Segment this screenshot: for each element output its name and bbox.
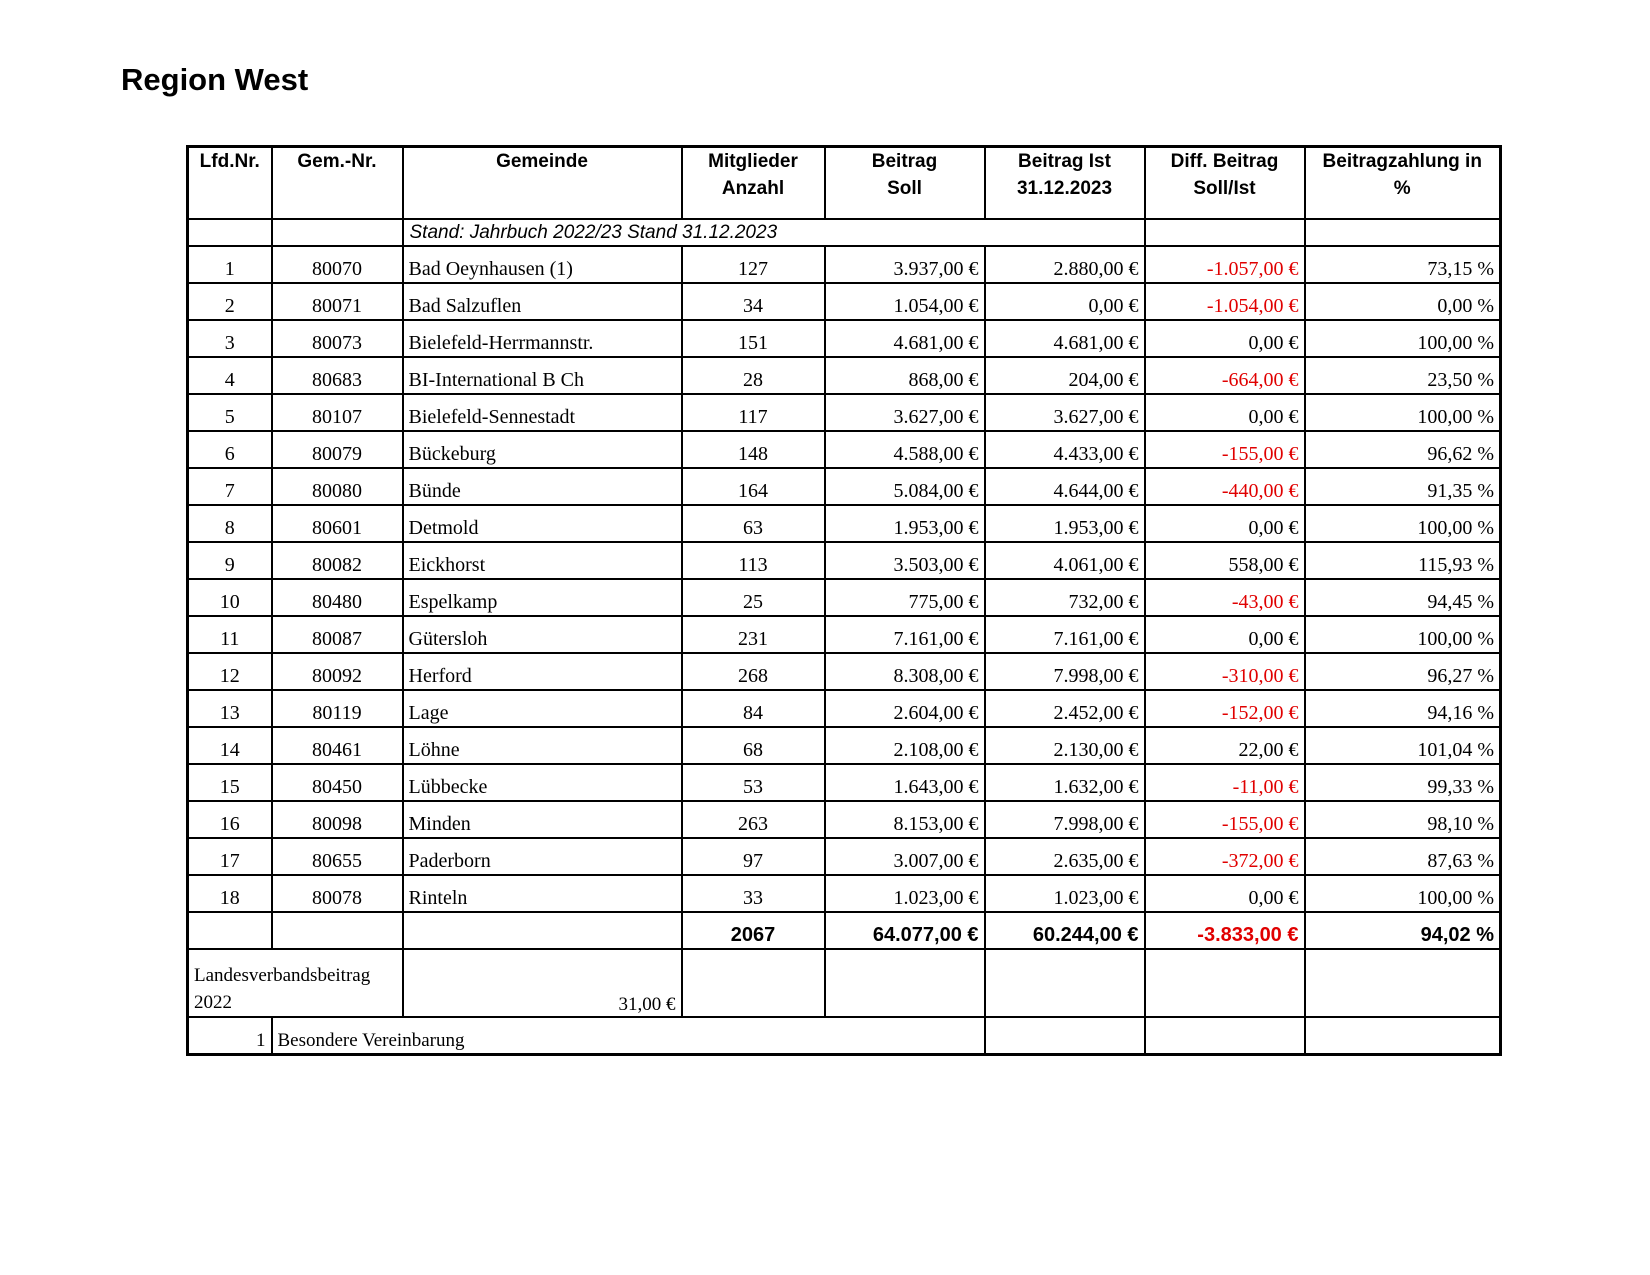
total-pct: 94,02 % <box>1305 912 1501 949</box>
gem-nr-cell: 80683 <box>272 357 403 394</box>
beitragzahlung-cell: 94,16 % <box>1305 690 1501 727</box>
mitglieder-cell: 84 <box>682 690 825 727</box>
total-ist: 60.244,00 € <box>985 912 1145 949</box>
stand-row <box>188 219 1501 246</box>
beitrag-soll-cell: 2.604,00 € <box>825 690 985 727</box>
gemeinde-cell: Minden <box>403 801 682 838</box>
beitrag-soll-cell: 3.937,00 € <box>825 246 985 283</box>
mitglieder-cell: 117 <box>682 394 825 431</box>
contribution-table <box>186 145 1502 1056</box>
total-soll: 64.077,00 € <box>825 912 985 949</box>
beitragzahlung-cell: 96,62 % <box>1305 431 1501 468</box>
diff-beitrag-cell: 0,00 € <box>1145 616 1305 653</box>
gem-nr-cell: 80480 <box>272 579 403 616</box>
mitglieder-cell: 33 <box>682 875 825 912</box>
lfd-nr-cell: 11 <box>188 616 272 653</box>
beitrag-ist-cell: 4.681,00 € <box>985 320 1145 357</box>
beitrag-soll-cell: 2.108,00 € <box>825 727 985 764</box>
footnote-text: Besondere Vereinbarung <box>272 1017 985 1055</box>
header-lfd-nr: Lfd.Nr. <box>188 147 272 220</box>
diff-beitrag-cell: 0,00 € <box>1145 875 1305 912</box>
lfd-nr-cell: 6 <box>188 431 272 468</box>
beitrag-ist-cell: 1.632,00 € <box>985 764 1145 801</box>
diff-beitrag-cell: -440,00 € <box>1145 468 1305 505</box>
lfd-nr-cell: 14 <box>188 727 272 764</box>
table-row <box>188 838 1501 875</box>
beitrag-ist-cell: 2.635,00 € <box>985 838 1145 875</box>
diff-beitrag-cell: 0,00 € <box>1145 320 1305 357</box>
gemeinde-cell: Detmold <box>403 505 682 542</box>
lfd-nr-cell: 16 <box>188 801 272 838</box>
lfd-nr-cell: 8 <box>188 505 272 542</box>
total-diff: -3.833,00 € <box>1145 912 1305 949</box>
gemeinde-cell: Lage <box>403 690 682 727</box>
table-row <box>188 764 1501 801</box>
gemeinde-cell: Bückeburg <box>403 431 682 468</box>
table-row <box>188 505 1501 542</box>
beitragzahlung-cell: 101,04 % <box>1305 727 1501 764</box>
table-row <box>188 542 1501 579</box>
beitrag-soll-cell: 7.161,00 € <box>825 616 985 653</box>
beitrag-ist-cell: 7.998,00 € <box>985 801 1145 838</box>
gem-nr-cell: 80079 <box>272 431 403 468</box>
mitglieder-cell: 68 <box>682 727 825 764</box>
gem-nr-cell: 80098 <box>272 801 403 838</box>
gemeinde-cell: Bünde <box>403 468 682 505</box>
gemeinde-cell: BI-International B Ch <box>403 357 682 394</box>
gemeinde-cell: Bad Oeynhausen (1) <box>403 246 682 283</box>
gem-nr-cell: 80080 <box>272 468 403 505</box>
footnote-number: 1 <box>188 1017 272 1055</box>
beitragzahlung-cell: 100,00 % <box>1305 616 1501 653</box>
beitrag-ist-cell: 4.061,00 € <box>985 542 1145 579</box>
beitrag-ist-cell: 204,00 € <box>985 357 1145 394</box>
gemeinde-cell: Löhne <box>403 727 682 764</box>
mitglieder-cell: 231 <box>682 616 825 653</box>
landesverband-label: Landesverbandsbeitrag 2022 <box>188 949 403 1017</box>
beitrag-soll-cell: 3.503,00 € <box>825 542 985 579</box>
table-row <box>188 320 1501 357</box>
gem-nr-cell: 80450 <box>272 764 403 801</box>
gem-nr-cell: 80071 <box>272 283 403 320</box>
gem-nr-cell: 80073 <box>272 320 403 357</box>
diff-beitrag-cell: -155,00 € <box>1145 801 1305 838</box>
beitrag-ist-cell: 1.023,00 € <box>985 875 1145 912</box>
beitrag-ist-cell: 2.880,00 € <box>985 246 1145 283</box>
beitrag-ist-cell: 4.433,00 € <box>985 431 1145 468</box>
gem-nr-cell: 80092 <box>272 653 403 690</box>
header-mitglieder: Mitglieder Anzahl <box>682 147 825 220</box>
beitrag-soll-cell: 1.953,00 € <box>825 505 985 542</box>
beitragzahlung-cell: 87,63 % <box>1305 838 1501 875</box>
mitglieder-cell: 34 <box>682 283 825 320</box>
gemeinde-cell: Lübbecke <box>403 764 682 801</box>
table-row <box>188 283 1501 320</box>
table-row <box>188 579 1501 616</box>
beitrag-ist-cell: 0,00 € <box>985 283 1145 320</box>
beitragzahlung-cell: 23,50 % <box>1305 357 1501 394</box>
beitrag-ist-cell: 4.644,00 € <box>985 468 1145 505</box>
mitglieder-cell: 28 <box>682 357 825 394</box>
beitragzahlung-cell: 94,45 % <box>1305 579 1501 616</box>
gemeinde-cell: Rinteln <box>403 875 682 912</box>
lfd-nr-cell: 1 <box>188 246 272 283</box>
beitrag-soll-cell: 3.007,00 € <box>825 838 985 875</box>
diff-beitrag-cell: 558,00 € <box>1145 542 1305 579</box>
lfd-nr-cell: 10 <box>188 579 272 616</box>
table-row <box>188 357 1501 394</box>
beitragzahlung-cell: 98,10 % <box>1305 801 1501 838</box>
gem-nr-cell: 80078 <box>272 875 403 912</box>
beitrag-soll-cell: 775,00 € <box>825 579 985 616</box>
gemeinde-cell: Bielefeld-Herrmannstr. <box>403 320 682 357</box>
table-row <box>188 431 1501 468</box>
landesverband-row <box>188 949 1501 1017</box>
header-gem-nr: Gem.-Nr. <box>272 147 403 220</box>
beitrag-soll-cell: 1.023,00 € <box>825 875 985 912</box>
table-row <box>188 246 1501 283</box>
lfd-nr-cell: 13 <box>188 690 272 727</box>
header-beitragzahlung: Beitragzahlung in % <box>1305 147 1501 220</box>
mitglieder-cell: 148 <box>682 431 825 468</box>
mitglieder-cell: 113 <box>682 542 825 579</box>
beitragzahlung-cell: 100,00 % <box>1305 320 1501 357</box>
beitrag-ist-cell: 2.130,00 € <box>985 727 1145 764</box>
header-gemeinde: Gemeinde <box>403 147 682 220</box>
beitrag-ist-cell: 7.998,00 € <box>985 653 1145 690</box>
footnote-row <box>188 1017 1501 1055</box>
beitrag-ist-cell: 2.452,00 € <box>985 690 1145 727</box>
mitglieder-cell: 268 <box>682 653 825 690</box>
gem-nr-cell: 80119 <box>272 690 403 727</box>
total-members: 2067 <box>682 912 825 949</box>
mitglieder-cell: 53 <box>682 764 825 801</box>
diff-beitrag-cell: -152,00 € <box>1145 690 1305 727</box>
lfd-nr-cell: 5 <box>188 394 272 431</box>
lfd-nr-cell: 15 <box>188 764 272 801</box>
gem-nr-cell: 80461 <box>272 727 403 764</box>
beitrag-ist-cell: 3.627,00 € <box>985 394 1145 431</box>
diff-beitrag-cell: 0,00 € <box>1145 505 1305 542</box>
beitrag-soll-cell: 1.054,00 € <box>825 283 985 320</box>
beitragzahlung-cell: 73,15 % <box>1305 246 1501 283</box>
diff-beitrag-cell: -372,00 € <box>1145 838 1305 875</box>
mitglieder-cell: 97 <box>682 838 825 875</box>
diff-beitrag-cell: 22,00 € <box>1145 727 1305 764</box>
diff-beitrag-cell: -1.057,00 € <box>1145 246 1305 283</box>
gem-nr-cell: 80082 <box>272 542 403 579</box>
beitrag-soll-cell: 4.588,00 € <box>825 431 985 468</box>
gemeinde-cell: Gütersloh <box>403 616 682 653</box>
gem-nr-cell: 80070 <box>272 246 403 283</box>
beitragzahlung-cell: 100,00 % <box>1305 875 1501 912</box>
landesverband-value: 31,00 € <box>403 949 682 1017</box>
lfd-nr-cell: 2 <box>188 283 272 320</box>
mitglieder-cell: 25 <box>682 579 825 616</box>
diff-beitrag-cell: -155,00 € <box>1145 431 1305 468</box>
beitrag-soll-cell: 8.153,00 € <box>825 801 985 838</box>
beitrag-soll-cell: 5.084,00 € <box>825 468 985 505</box>
table-row <box>188 727 1501 764</box>
mitglieder-cell: 263 <box>682 801 825 838</box>
table-row <box>188 394 1501 431</box>
gemeinde-cell: Herford <box>403 653 682 690</box>
header-row <box>188 147 1501 220</box>
gem-nr-cell: 80655 <box>272 838 403 875</box>
table-row <box>188 616 1501 653</box>
mitglieder-cell: 63 <box>682 505 825 542</box>
stand-note: Stand: Jahrbuch 2022/23 Stand 31.12.2023 <box>403 219 1145 246</box>
mitglieder-cell: 127 <box>682 246 825 283</box>
beitrag-soll-cell: 4.681,00 € <box>825 320 985 357</box>
beitragzahlung-cell: 91,35 % <box>1305 468 1501 505</box>
table-row <box>188 690 1501 727</box>
beitragzahlung-cell: 115,93 % <box>1305 542 1501 579</box>
lfd-nr-cell: 3 <box>188 320 272 357</box>
header-beitrag-soll: Beitrag Soll <box>825 147 985 220</box>
beitrag-soll-cell: 1.643,00 € <box>825 764 985 801</box>
gemeinde-cell: Paderborn <box>403 838 682 875</box>
diff-beitrag-cell: -664,00 € <box>1145 357 1305 394</box>
gem-nr-cell: 80601 <box>272 505 403 542</box>
table-row <box>188 468 1501 505</box>
diff-beitrag-cell: 0,00 € <box>1145 394 1305 431</box>
lfd-nr-cell: 18 <box>188 875 272 912</box>
page-title: Region West <box>121 62 309 97</box>
header-beitrag-ist: Beitrag Ist 31.12.2023 <box>985 147 1145 220</box>
lfd-nr-cell: 12 <box>188 653 272 690</box>
beitrag-ist-cell: 1.953,00 € <box>985 505 1145 542</box>
lfd-nr-cell: 9 <box>188 542 272 579</box>
mitglieder-cell: 151 <box>682 320 825 357</box>
table-row <box>188 653 1501 690</box>
beitragzahlung-cell: 96,27 % <box>1305 653 1501 690</box>
lfd-nr-cell: 17 <box>188 838 272 875</box>
beitrag-soll-cell: 868,00 € <box>825 357 985 394</box>
lfd-nr-cell: 4 <box>188 357 272 394</box>
lfd-nr-cell: 7 <box>188 468 272 505</box>
totals-row <box>188 912 1501 949</box>
gemeinde-cell: Eickhorst <box>403 542 682 579</box>
diff-beitrag-cell: -43,00 € <box>1145 579 1305 616</box>
beitragzahlung-cell: 0,00 % <box>1305 283 1501 320</box>
beitragzahlung-cell: 99,33 % <box>1305 764 1501 801</box>
beitrag-ist-cell: 732,00 € <box>985 579 1145 616</box>
table-row <box>188 875 1501 912</box>
diff-beitrag-cell: -11,00 € <box>1145 764 1305 801</box>
gemeinde-cell: Espelkamp <box>403 579 682 616</box>
gem-nr-cell: 80087 <box>272 616 403 653</box>
beitrag-soll-cell: 8.308,00 € <box>825 653 985 690</box>
beitragzahlung-cell: 100,00 % <box>1305 505 1501 542</box>
gem-nr-cell: 80107 <box>272 394 403 431</box>
beitrag-soll-cell: 3.627,00 € <box>825 394 985 431</box>
diff-beitrag-cell: -310,00 € <box>1145 653 1305 690</box>
mitglieder-cell: 164 <box>682 468 825 505</box>
beitrag-ist-cell: 7.161,00 € <box>985 616 1145 653</box>
diff-beitrag-cell: -1.054,00 € <box>1145 283 1305 320</box>
beitragzahlung-cell: 100,00 % <box>1305 394 1501 431</box>
header-diff-beitrag: Diff. Beitrag Soll/Ist <box>1145 147 1305 220</box>
gemeinde-cell: Bad Salzuflen <box>403 283 682 320</box>
table-row <box>188 801 1501 838</box>
gemeinde-cell: Bielefeld-Sennestadt <box>403 394 682 431</box>
